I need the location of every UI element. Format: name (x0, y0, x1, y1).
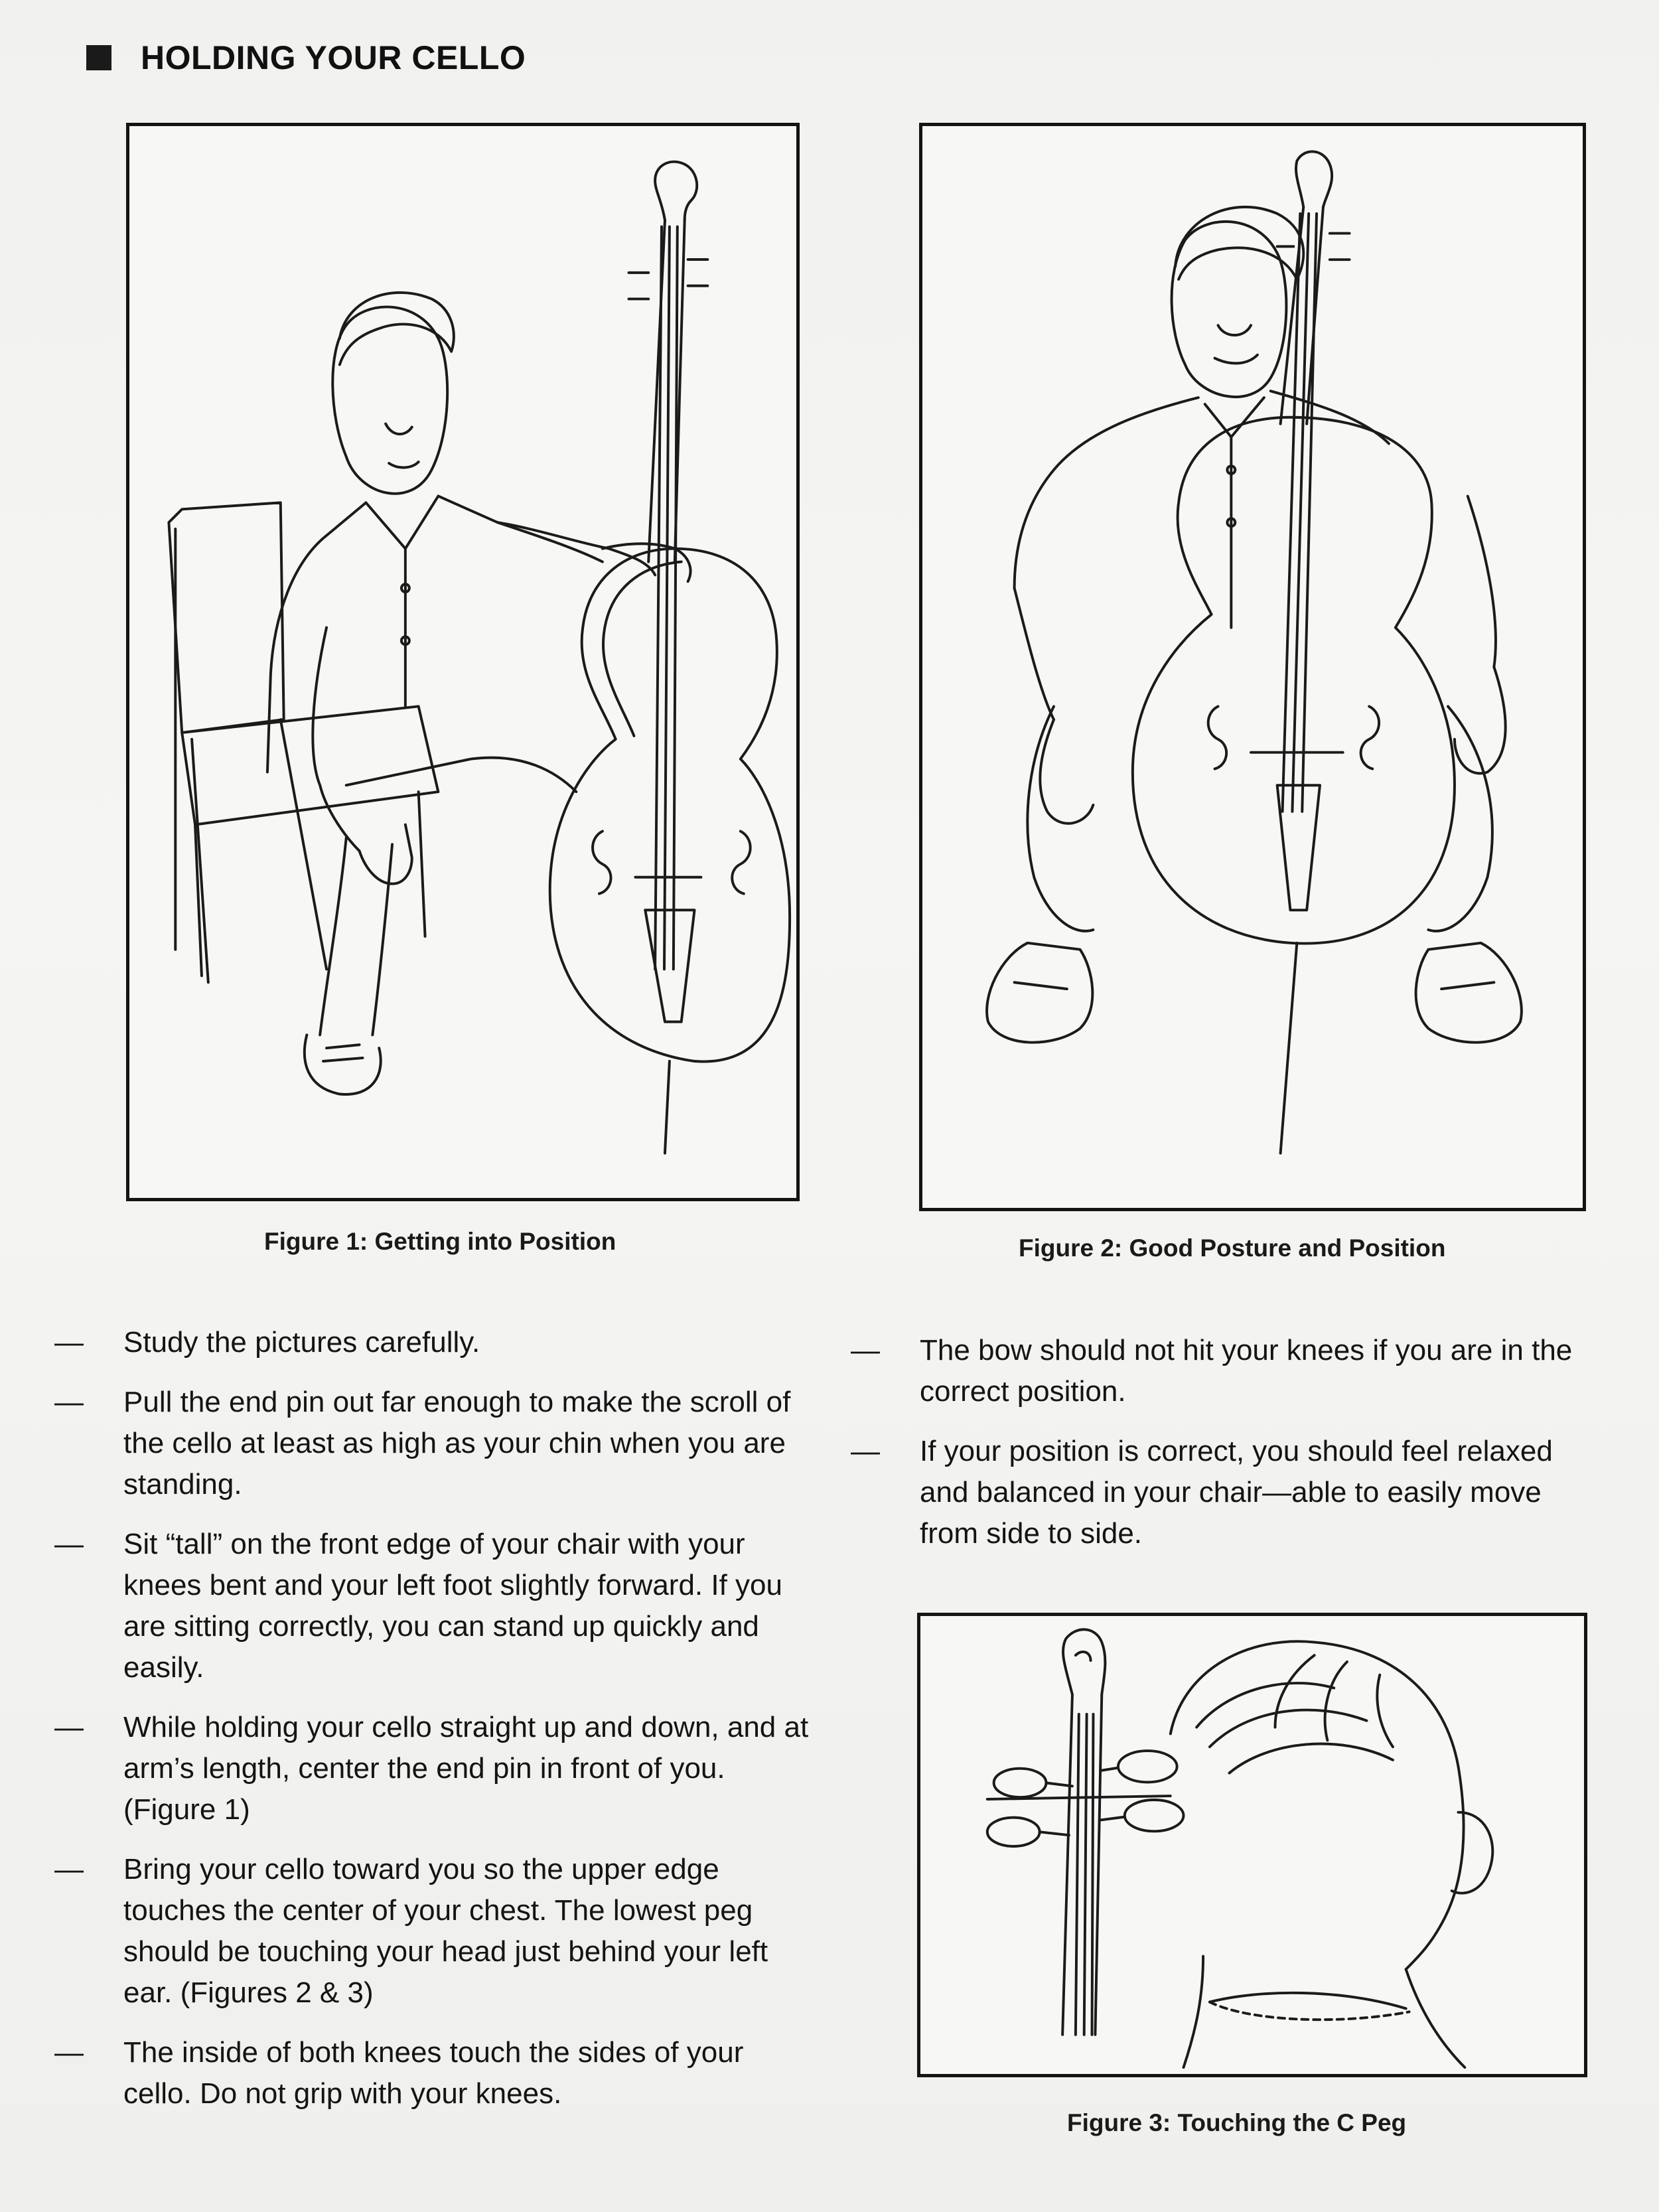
list-item (851, 1330, 1587, 1412)
figure-1-caption: Figure 1: Getting into Position (264, 1228, 616, 1255)
bullet-dash: — (851, 1435, 880, 1467)
instruction-text: Sit “tall” on the front edge of your chair with your knees bent and your left foot slightly forward. If you are sitting correctly, you can stand up quickly and easily. (123, 1528, 782, 1684)
section-heading (86, 35, 526, 81)
list-item (54, 1524, 818, 1688)
bullet-dash: — (54, 1326, 84, 1359)
instructions-left-list (54, 1322, 818, 2133)
cellist-good-posture-drawing (922, 126, 1583, 1208)
list-item (54, 2032, 818, 2114)
list-item (54, 1322, 818, 1363)
instruction-text: Bring your cello toward you so the upper edge touches the center of your chest. The lowest peg should be touching your head just behind your left ear. (Figures 2 & 3) (123, 1853, 768, 2009)
instruction-text: If your position is correct, you should feel relaxed and balanced in your chair—able to easily move from side to side. (920, 1435, 1553, 1550)
instructions-right-list (851, 1330, 1587, 1573)
heading-square-icon (86, 45, 111, 70)
instruction-text: The inside of both knees touch the sides of your cello. Do not grip with your knees. (123, 2036, 744, 2110)
instruction-text: Study the pictures carefully. (123, 1326, 480, 1359)
head-touching-c-peg-drawing (920, 1616, 1584, 2074)
list-item (54, 1849, 818, 2014)
bullet-dash: — (54, 1711, 84, 1743)
list-item (54, 1707, 818, 1830)
bullet-dash: — (851, 1334, 880, 1366)
figure-3-illustration (917, 1613, 1587, 2077)
instruction-text: While holding your cello straight up and down, and at arm’s length, center the end pin in front of you. (Figure 1) (123, 1711, 809, 1826)
bullet-dash: — (54, 1528, 84, 1560)
figure-3-caption: Figure 3: Touching the C Peg (1067, 2109, 1407, 2136)
bullet-dash: — (54, 2036, 84, 2069)
list-item (54, 1382, 818, 1505)
bullet-dash: — (54, 1386, 84, 1418)
bullet-dash: — (54, 1853, 84, 1885)
list-item (851, 1431, 1587, 1554)
figure-2-illustration (919, 123, 1586, 1211)
figure-2-caption: Figure 2: Good Posture and Position (1019, 1234, 1446, 1262)
instruction-text: Pull the end pin out far enough to make the scroll of the cello at least as high as your chin when you are standing. (123, 1386, 791, 1501)
figure-1-illustration (126, 123, 800, 1201)
instruction-text: The bow should not hit your knees if you are in the correct position. (920, 1334, 1573, 1408)
cellist-getting-into-position-drawing (129, 126, 796, 1198)
section-title: HOLDING YOUR CELLO (141, 39, 526, 76)
